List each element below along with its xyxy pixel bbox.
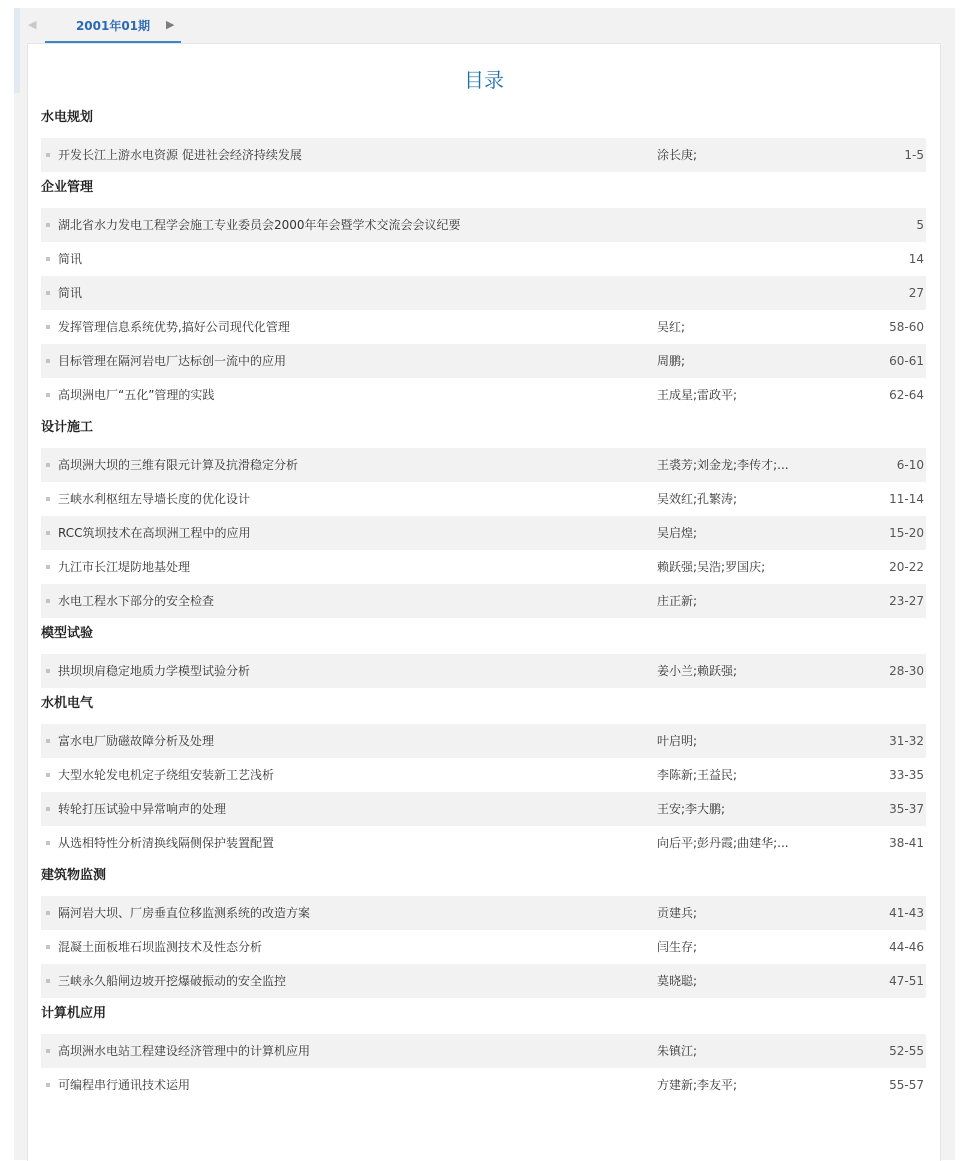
tab-issue[interactable]: 2001年01期: [45, 12, 181, 43]
article-pages: 44-46: [889, 940, 924, 954]
article-row[interactable]: [41, 896, 926, 930]
article-pages: 62-64: [889, 388, 924, 402]
bullet-icon: [46, 911, 50, 915]
bullet-icon: [46, 945, 50, 949]
article-authors[interactable]: 涂长庚;: [657, 148, 698, 162]
article-pages: 31-32: [889, 734, 924, 748]
article-authors[interactable]: 方建新;李友平;: [657, 1078, 738, 1092]
toc-panel: [27, 43, 941, 1161]
article-title-link[interactable]: 高坝洲大坝的三维有限元计算及抗滑稳定分析: [58, 458, 299, 472]
article-pages: 60-61: [889, 354, 924, 368]
bullet-icon: [46, 393, 50, 397]
article-authors[interactable]: 赖跃强;吴浩;罗国庆;: [657, 560, 766, 574]
section-title: 计算机应用: [41, 1006, 107, 1021]
article-row[interactable]: [41, 310, 926, 344]
section-title: 企业管理: [41, 180, 94, 195]
issue-tabbar: [20, 12, 955, 42]
article-row[interactable]: [41, 964, 926, 998]
toc-title: 目录: [464, 68, 504, 92]
article-row[interactable]: [41, 378, 926, 412]
article-title-link[interactable]: 隔河岩大坝、厂房垂直位移监测系统的改造方案: [58, 906, 311, 920]
article-title-link[interactable]: 高坝洲水电站工程建设经济管理中的计算机应用: [58, 1044, 311, 1058]
bullet-icon: [46, 739, 50, 743]
article-pages: 47-51: [889, 974, 924, 988]
article-row[interactable]: [41, 550, 926, 584]
article-title-link[interactable]: 三峡水利枢纽左导墙长度的优化设计: [58, 492, 251, 506]
article-authors[interactable]: 姜小兰;赖跃强;: [657, 664, 738, 678]
bullet-icon: [46, 565, 50, 569]
bullet-icon: [46, 359, 50, 363]
bullet-icon: [46, 291, 50, 295]
bullet-icon: [46, 531, 50, 535]
article-row[interactable]: [41, 758, 926, 792]
article-title-link[interactable]: 拱坝坝肩稳定地质力学模型试验分析: [58, 664, 251, 678]
article-pages: 20-22: [889, 560, 924, 574]
article-authors[interactable]: 朱镇江;: [657, 1044, 698, 1058]
right-triangle-icon[interactable]: ▶: [166, 18, 175, 31]
section-title: 水机电气: [41, 696, 94, 711]
article-authors[interactable]: 闫生存;: [657, 940, 698, 954]
article-title-link[interactable]: 富水电厂励磁故障分析及处理: [58, 734, 215, 748]
article-title-link[interactable]: 发挥管理信息系统优势,搞好公司现代化管理: [58, 320, 290, 334]
bullet-icon: [46, 153, 50, 157]
article-pages: 27: [908, 286, 924, 300]
bullet-icon: [46, 599, 50, 603]
article-title-link[interactable]: 从选相特性分析清换线隔侧保护装置配置: [58, 836, 275, 850]
article-pages: 52-55: [889, 1044, 924, 1058]
article-authors[interactable]: 王裘芳;刘金龙;李传才;...: [657, 458, 789, 472]
article-pages: 15-20: [889, 526, 924, 540]
bullet-icon: [46, 257, 50, 261]
article-title-link[interactable]: 简讯: [58, 286, 83, 300]
article-pages: 1-5: [904, 148, 924, 162]
article-row[interactable]: [41, 724, 926, 758]
bullet-icon: [46, 497, 50, 501]
article-authors[interactable]: 周鹏;: [657, 354, 686, 368]
article-authors[interactable]: 贡建兵;: [657, 906, 698, 920]
article-authors[interactable]: 吴红;: [657, 320, 686, 334]
article-authors[interactable]: 吴效红;孔繁涛;: [657, 492, 738, 506]
article-pages: 5: [916, 218, 924, 232]
article-row[interactable]: [41, 826, 926, 860]
article-pages: 33-35: [889, 768, 924, 782]
article-title-link[interactable]: 湖北省水力发电工程学会施工专业委员会2000年年会暨学术交流会会议纪要: [58, 218, 461, 232]
bullet-icon: [46, 325, 50, 329]
bullet-icon: [46, 979, 50, 983]
article-row[interactable]: [41, 1068, 926, 1102]
section-title: 设计施工: [41, 420, 94, 435]
bullet-icon: [46, 773, 50, 777]
bullet-icon: [46, 841, 50, 845]
article-authors[interactable]: 李陈新;王益民;: [657, 768, 738, 782]
article-pages: 28-30: [889, 664, 924, 678]
article-title-link[interactable]: 九江市长江堤防地基处理: [58, 560, 191, 574]
article-row[interactable]: [41, 792, 926, 826]
article-row[interactable]: [41, 276, 926, 310]
bullet-icon: [46, 807, 50, 811]
article-row[interactable]: [41, 242, 926, 276]
bullet-icon: [46, 1049, 50, 1053]
article-pages: 14: [908, 252, 924, 266]
section-title: 模型试验: [41, 626, 94, 641]
article-authors[interactable]: 王安;李大鹏;: [657, 802, 726, 816]
article-title-link[interactable]: 转轮打压试验中异常响声的处理: [58, 802, 227, 816]
article-row[interactable]: [41, 344, 926, 378]
article-pages: 41-43: [889, 906, 924, 920]
article-title-link[interactable]: 大型水轮发电机定子绕组安装新工艺浅析: [58, 768, 275, 782]
section-title: 建筑物监测: [41, 868, 107, 883]
article-title-link[interactable]: 水电工程水下部分的安全检查: [58, 594, 215, 608]
left-triangle-icon[interactable]: ◀: [28, 18, 37, 31]
article-pages: 55-57: [889, 1078, 924, 1092]
article-title-link[interactable]: 可编程串行通讯技术运用: [58, 1078, 191, 1092]
article-title-link[interactable]: 混凝土面板堆石坝监测技术及性态分析: [58, 940, 263, 954]
article-title-link[interactable]: 高坝洲电厂“五化”管理的实践: [58, 388, 215, 402]
article-pages: 23-27: [889, 594, 924, 608]
article-title-link[interactable]: 三峡永久船闸边坡开挖爆破振动的安全监控: [58, 974, 287, 988]
section-title: 水电规划: [41, 110, 94, 125]
article-row[interactable]: [41, 482, 926, 516]
article-pages: 35-37: [889, 802, 924, 816]
bullet-icon: [46, 223, 50, 227]
article-row[interactable]: [41, 516, 926, 550]
article-row[interactable]: [41, 1034, 926, 1068]
bullet-icon: [46, 1083, 50, 1087]
article-pages: 58-60: [889, 320, 924, 334]
article-title-link[interactable]: 开发长江上游水电资源 促进社会经济持续发展: [58, 148, 302, 162]
article-authors[interactable]: 莫晓聪;: [657, 974, 698, 988]
article-pages: 11-14: [889, 492, 924, 506]
article-title-link[interactable]: RCC筑坝技术在高坝洲工程中的应用: [58, 526, 251, 540]
article-title-link[interactable]: 目标管理在隔河岩电厂达标创一流中的应用: [58, 354, 287, 368]
article-title-link[interactable]: 简讯: [58, 252, 83, 266]
article-row[interactable]: [41, 584, 926, 618]
article-pages: 6-10: [896, 458, 924, 472]
article-row[interactable]: [41, 448, 926, 482]
bullet-icon: [46, 463, 50, 467]
bullet-icon: [46, 669, 50, 673]
article-row[interactable]: [41, 930, 926, 964]
article-authors[interactable]: 王成星;雷政平;: [657, 388, 738, 402]
article-row[interactable]: [41, 138, 926, 172]
article-authors[interactable]: 吴启煌;: [657, 526, 698, 540]
article-row[interactable]: [41, 654, 926, 688]
article-authors[interactable]: 向后平;彭丹霞;曲建华;...: [657, 836, 789, 850]
article-pages: 38-41: [889, 836, 924, 850]
article-authors[interactable]: 庄正新;: [657, 594, 698, 608]
article-authors[interactable]: 叶启明;: [657, 734, 698, 748]
article-row[interactable]: [41, 208, 926, 242]
